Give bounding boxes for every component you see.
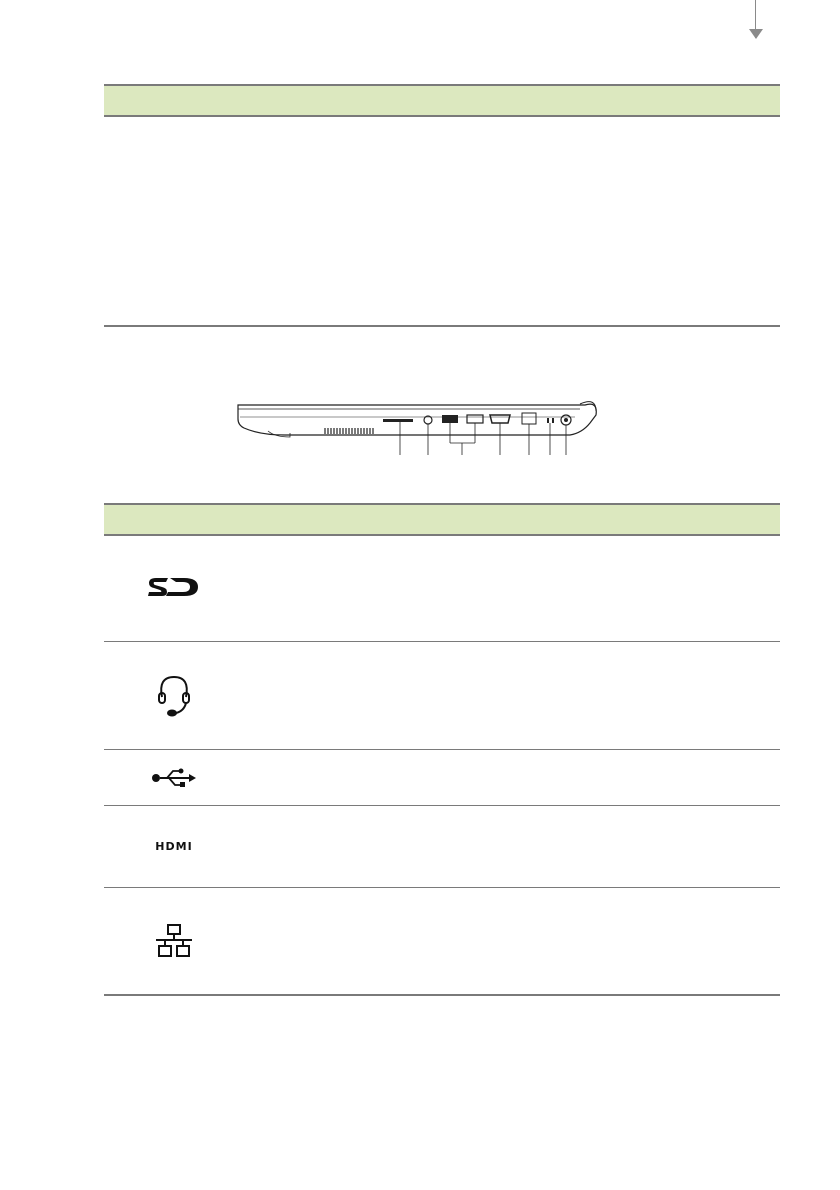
row-description xyxy=(254,888,770,994)
table-row xyxy=(104,888,780,996)
table-row xyxy=(104,642,780,750)
usb-icon xyxy=(134,750,214,805)
table-top-bottom-rule xyxy=(104,325,780,327)
ethernet-network-icon xyxy=(134,888,214,994)
hdmi-logo-text: HDMI xyxy=(155,840,193,853)
page-marker-arrow xyxy=(749,29,763,39)
table-top-header xyxy=(104,84,780,117)
table-row xyxy=(104,534,780,642)
table-bottom-header xyxy=(104,503,780,536)
hdmi-icon xyxy=(134,806,214,887)
table-row xyxy=(104,750,780,806)
table-row xyxy=(104,806,780,888)
table-top-body xyxy=(104,115,780,325)
sd-card-icon xyxy=(134,534,214,641)
laptop-right-side-view xyxy=(230,395,610,465)
row-description xyxy=(254,642,770,749)
row-description xyxy=(254,534,770,641)
headset-icon xyxy=(134,642,214,749)
row-description xyxy=(254,750,770,805)
row-description xyxy=(254,806,770,887)
